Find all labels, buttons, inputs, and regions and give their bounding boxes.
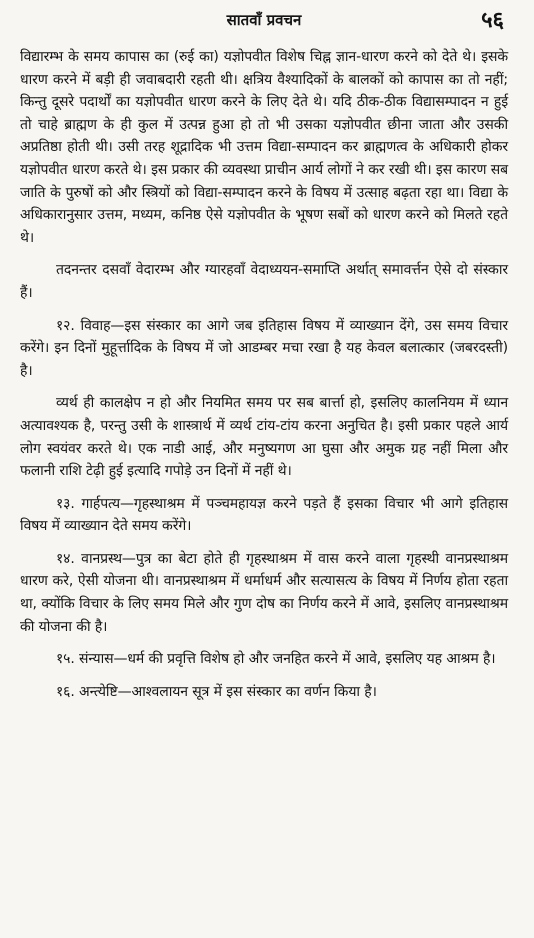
- page-header: [20, 0, 508, 46]
- paragraph-kalaniyam: व्यर्थ ही कालक्षेप न हो और नियमित समय पर सब बार्त्ता हो, इसलिए कालनियम में ध्यान अत्यावश्यक है, परन्तु उसी के शास्त्रार्थ में व्यर्थ टांय-टांय करना अनुचित है। इसी प्रकार पहले आर्य लोग स्वयंवर करते थे। एक नाडी आई, और मनुष्यगण आ घुसा और अमुक ग्रह नहीं मिला और फलानी राशि टेढ़ी हुई इत्यादि गपोड़े उन दिनों में नहीं थे।: [20, 395, 508, 480]
- page-body: [20, 46, 508, 703]
- paragraph-yajnopavita: विद्यारम्भ के समय कापास का (रुई का) यज्ञोपवीत विशेष चिह्न ज्ञान-धारण करने को देते थे। इसके धारण करने में बड़ी ही जवाबदारी रहती थी। क्षत्रिय वैश्यादिकों के बालकों को कापास का तो नहीं; किन्तु दूसरे पदार्थों का यज्ञोपवीत धारण करने के लिए देते थे। यदि ठीक-ठीक विद्यासम्पादन न हुई तो चाहे ब्राह्मण के ही कुल में उत्पन्न हुआ हो तो भी उसका यज्ञोपवीत छीना जाता और उसकी अप्रतिष्ठा होती थी। उसी तरह शूद्रादिक भी उत्तम विद्या-सम्पादन कर ब्राह्मणत्व के अधिकारी होकर यज्ञोपवीत धारण करते थे। इस प्रकार की व्यवस्था प्राचीन आर्य लोगों ने कर रखी थी। इस कारण सब जाति के पुरुषों को और स्त्रियों को विद्या-सम्पादन करने के विषय में उत्साह बढ़ता रहा था। विद्या के अधिकारानुसार उत्तम, मध्यम, कनिष्ठ ऐसे यज्ञोपवीत के भूषण सबों को धारण करने को मिलते रहते थे।: [20, 49, 508, 246]
- paragraph-sannyas: १५. संन्यास—धर्म की प्रवृत्ति विशेष हो और जनहित करने में आवे, इसलिए यह आश्रम है।: [56, 651, 496, 668]
- paragraph-garhapatya: १३. गार्हपत्य—गृहस्थाश्रम में पञ्चमहायज्ञ करने पड़ते हैं इसका विचार भी आगे इतिहास विषय में व्याख्यान देते समय करेंगे।: [20, 495, 508, 535]
- paragraph-vedarambha: तदनन्तर दसवाँ वेदारम्भ और ग्यारहवाँ वेदाध्ययन-समाप्ति अर्थात् समावर्त्तन ऐसे दो संस्कार हैं।: [20, 262, 508, 301]
- paragraph-vanaprastha: १४. वानप्रस्थ—पुत्र का बेटा होते ही गृहस्थाश्रम में वास करने वाला गृहस्थी वानप्रस्थाश्रम धारण करे, ऐसी योजना थी। वानप्रस्थाश्रम में धर्माधर्म और सत्यासत्य के विषय में निर्णय होता रहता था, क्योंकि विचार के लिए समय मिले और गुण दोष का निर्णय करने में आवे, इसलिए वानप्रस्थाश्रम की योजना की है।: [20, 550, 508, 635]
- page-title: सातवाँ प्रवचन: [226, 11, 302, 29]
- paragraph-antyeshti: १६. अन्त्येष्टि—आश्वलायन सूत्र में इस संस्कार का वर्णन किया है।: [56, 683, 377, 700]
- page-number: ५६: [481, 8, 504, 33]
- paragraph-vivah: १२. विवाह—इस संस्कार का आगे जब इतिहास विषय में व्याख्यान देंगे, उस समय विचार करेंगे। इन दिनों मुहूर्त्तादिक के विषय में जो आडम्बर मचा रखा है यह केवल बलात्कार (जबरदस्ती) है।: [20, 317, 508, 379]
